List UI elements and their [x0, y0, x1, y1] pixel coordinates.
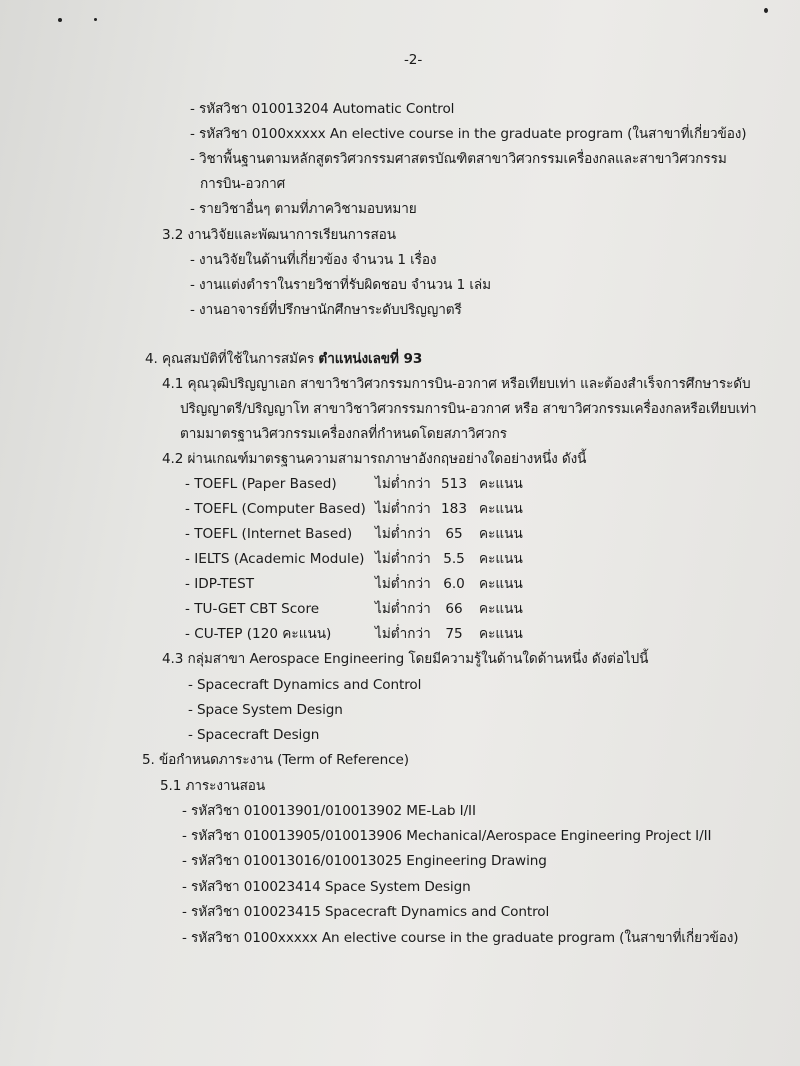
- test-score: 5.5: [443, 551, 465, 567]
- expertise-item: - Spacecraft Design: [188, 727, 320, 743]
- test-name: - IDP-TEST: [185, 576, 255, 592]
- test-unit: คะแนน: [479, 626, 523, 642]
- test-score: 66: [445, 601, 463, 617]
- course-line: - รายวิชาอื่นๆ ตามที่ภาควิชามอบหมาย: [190, 201, 417, 217]
- course-line: การบิน-อวกาศ: [200, 176, 286, 192]
- test-name: - TOEFL (Paper Based): [185, 476, 337, 492]
- test-min-label: ไม่ต่ำกว่า: [375, 476, 431, 492]
- section-5-heading: 5. ข้อกำหนดภาระงาน (Term of Reference): [142, 752, 409, 768]
- test-unit: คะแนน: [479, 601, 523, 617]
- position-number: ตำแหน่งเลขที่ 93: [318, 351, 423, 367]
- test-unit: คะแนน: [479, 501, 523, 517]
- qualification-line: ตามมาตรฐานวิศวกรรมเครื่องกลที่กำหนดโดยสภาวิศวกร: [180, 426, 507, 442]
- course-line: - วิชาพื้นฐานตามหลักสูตรวิศวกรรมศาสตรบัณฑิตสาขาวิศวกรรมเครื่องกลและสาขาวิศวกรรม: [190, 151, 727, 167]
- test-unit: คะแนน: [479, 576, 523, 592]
- test-min-label: ไม่ต่ำกว่า: [375, 501, 431, 517]
- teaching-course: - รหัสวิชา 010013905/010013906 Mechanical/Aerospace Engineering Project I/II: [182, 828, 712, 844]
- punch-mark: [764, 8, 768, 13]
- test-min-label: ไม่ต่ำกว่า: [375, 601, 431, 617]
- section-4-2-heading: 4.2 ผ่านเกณฑ์มาตรฐานความสามารถภาษาอังกฤษอย่างใดอย่างหนึ่ง ดังนี้: [162, 451, 587, 467]
- test-min-label: ไม่ต่ำกว่า: [375, 576, 431, 592]
- test-name: - IELTS (Academic Module): [185, 551, 365, 567]
- test-min-label: ไม่ต่ำกว่า: [375, 526, 431, 542]
- test-unit: คะแนน: [479, 476, 523, 492]
- test-unit: คะแนน: [479, 526, 523, 542]
- test-score: 75: [445, 626, 463, 642]
- research-item: - งานวิจัยในด้านที่เกี่ยวข้อง จำนวน 1 เรื่อง: [190, 252, 437, 268]
- section-4-3-heading: 4.3 กลุ่มสาขา Aerospace Engineering โดยมีความรู้ในด้านใดด้านหนึ่ง ดังต่อไปนี้: [162, 651, 649, 667]
- teaching-course: - รหัสวิชา 010023414 Space System Design: [182, 879, 471, 895]
- teaching-course: - รหัสวิชา 0100xxxxx An elective course in the graduate program (ในสาขาที่เกี่ยวข้อง): [182, 930, 739, 946]
- test-score: 65: [445, 526, 463, 542]
- punch-mark: [94, 18, 97, 21]
- test-score: 513: [441, 476, 467, 492]
- test-score: 6.0: [443, 576, 465, 592]
- research-item: - งานอาจารย์ที่ปรึกษานักศึกษาระดับปริญญาตรี: [190, 302, 462, 318]
- teaching-course: - รหัสวิชา 010023415 Spacecraft Dynamics and Control: [182, 904, 550, 920]
- teaching-course: - รหัสวิชา 010013901/010013902 ME-Lab I/II: [182, 803, 476, 819]
- test-unit: คะแนน: [479, 551, 523, 567]
- expertise-item: - Space System Design: [188, 702, 343, 718]
- course-line: - รหัสวิชา 0100xxxxx An elective course in the graduate program (ในสาขาที่เกี่ยวข้อง): [190, 126, 747, 142]
- test-name: - CU-TEP (120 คะแนน): [185, 626, 332, 642]
- test-min-label: ไม่ต่ำกว่า: [375, 551, 431, 567]
- test-name: - TU-GET CBT Score: [185, 601, 320, 617]
- research-item: - งานแต่งตำราในรายวิชาที่รับผิดชอบ จำนวน 1 เล่ม: [190, 277, 492, 293]
- test-name: - TOEFL (Computer Based): [185, 501, 366, 517]
- expertise-item: - Spacecraft Dynamics and Control: [188, 677, 422, 693]
- qualification-line: 4.1 คุณวุฒิปริญญาเอก สาขาวิชาวิศวกรรมการบิน-อวกาศ หรือเทียบเท่า และต้องสำเร็จการศึกษาระดับ: [162, 376, 751, 392]
- test-score: 183: [441, 501, 467, 517]
- section-3-2-heading: 3.2 งานวิจัยและพัฒนาการเรียนการสอน: [162, 227, 396, 243]
- page-number: -2-: [404, 52, 423, 68]
- teaching-course: - รหัสวิชา 010013016/010013025 Engineering Drawing: [182, 853, 547, 869]
- section-4-heading: [145, 350, 422, 368]
- section-4-heading-text: 4. คุณสมบัติที่ใช้ในการสมัคร: [145, 351, 315, 367]
- qualification-line: ปริญญาตรี/ปริญญาโท สาขาวิชาวิศวกรรมการบิน-อวกาศ หรือ สาขาวิศวกรรมเครื่องกลหรือเทียบเท่า: [180, 401, 757, 417]
- course-line: - รหัสวิชา 010013204 Automatic Control: [190, 101, 455, 117]
- section-5-1-heading: 5.1 ภาระงานสอน: [160, 778, 266, 794]
- test-min-label: ไม่ต่ำกว่า: [375, 626, 431, 642]
- test-name: - TOEFL (Internet Based): [185, 526, 353, 542]
- punch-mark: [58, 18, 62, 22]
